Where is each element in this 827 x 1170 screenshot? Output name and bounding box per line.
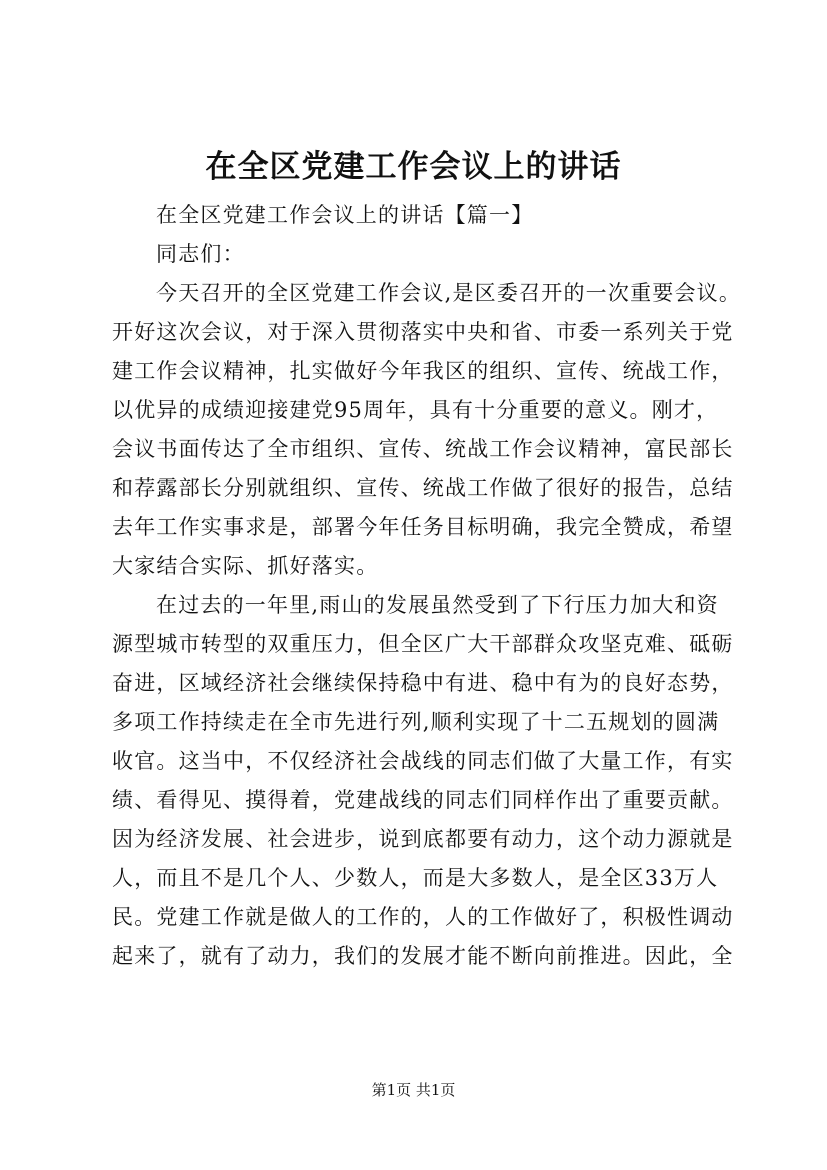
paragraph-line: 去年工作实事求是，部署今年任务目标明确，我完全赞成，希望 — [112, 515, 734, 539]
paragraph-line: 多项工作持续走在全市先进行列,顺利实现了十二五规划的圆满 — [112, 710, 720, 734]
salutation-line: 同志们： — [156, 242, 245, 266]
paragraph-line: 会议书面传达了全市组织、宣传、统战工作会议精神，富民部长 — [112, 437, 734, 461]
paragraph-line: 起来了，就有了动力，我们的发展才能不断向前推进。因此，全 — [112, 944, 734, 968]
page-number-footer: 第1页 共1页 — [371, 1081, 456, 1099]
paragraph-line: 建工作会议精神，扎实做好今年我区的组织、宣传、统战工作， — [112, 359, 734, 383]
paragraph-line: 今天召开的全区党建工作会议,是区委召开的一次重要会议。 — [156, 281, 742, 305]
paragraph-line: 绩、看得见、摸得着，党建战线的同志们同样作出了重要贡献。 — [112, 788, 734, 812]
paragraph-line: 以优异的成绩迎接建党95周年，具有十分重要的意义。刚才， — [112, 398, 719, 422]
paragraph-line: 收官。这当中，不仅经济社会战线的同志们做了大量工作，有实 — [112, 749, 734, 773]
paragraph-line: 人，而且不是几个人、少数人，而是大多数人，是全区33万人 — [112, 866, 719, 890]
document-body — [112, 196, 752, 976]
paragraph-line: 开好这次会议，对于深入贯彻落实中央和省、市委一系列关于党 — [112, 320, 734, 344]
paragraph-line: 大家结合实际、抓好落实。 — [112, 554, 379, 578]
document-title: 在全区党建工作会议上的讲话 — [205, 149, 622, 185]
paragraph-line: 民。党建工作就是做人的工作的，人的工作做好了，积极性调动 — [112, 905, 734, 929]
paragraph-line: 在过去的一年里,雨山的发展虽然受到了下行压力加大和资 — [156, 593, 719, 617]
paragraph-line: 因为经济发展、社会进步，说到底都要有动力，这个动力源就是 — [112, 827, 734, 851]
subtitle-line: 在全区党建工作会议上的讲话【篇一】 — [156, 203, 534, 227]
paragraph-line: 和荐露部长分别就组织、宣传、统战工作做了很好的报告，总结 — [112, 476, 734, 500]
paragraph-line: 奋进，区域经济社会继续保持稳中有进、稳中有为的良好态势， — [112, 671, 734, 695]
paragraph-line: 源型城市转型的双重压力，但全区广大干部群众攻坚克难、砥砺 — [112, 632, 734, 656]
